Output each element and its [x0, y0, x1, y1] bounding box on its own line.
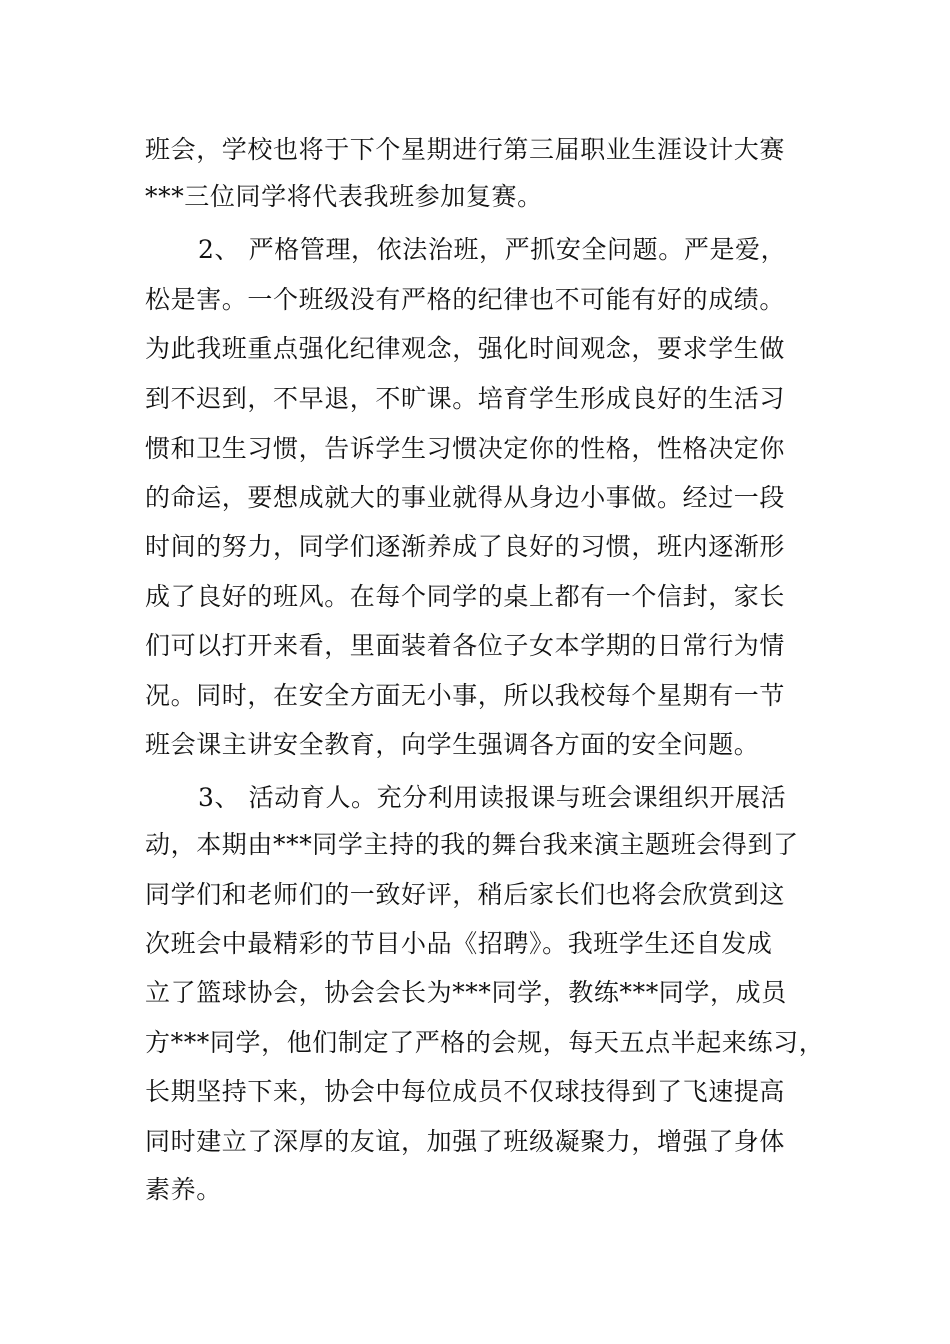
text-line-9: 时间的努力，同学们逐渐养成了良好的习惯，班内逐渐形	[145, 532, 786, 561]
text-line-22: 素养。	[145, 1175, 222, 1204]
text-line-18: 立了篮球协会，协会会长为***同学，教练***同学，成员	[145, 978, 787, 1007]
paragraph-3-heading-line: 3、 活动育人。充分利用读报课与班会课组织开展活	[198, 783, 787, 812]
text-line-2: ***三位同学将代表我班参加复赛。	[145, 182, 543, 211]
text-line-7: 惯和卫生习惯，告诉学生习惯决定你的性格，性格决定你	[145, 434, 786, 463]
text-line-19: 方***同学，他们制定了严格的会规，每天五点半起来练习，	[145, 1028, 825, 1057]
text-line-16: 同学们和老师们的一致好评，稍后家长们也将会欣赏到这	[145, 880, 786, 909]
text-line-15: 动，本期由***同学主持的我的舞台我来演主题班会得到了	[145, 830, 799, 859]
text-line-13: 班会课主讲安全教育，向学生强调各方面的安全问题。	[145, 730, 760, 759]
text-line-17: 次班会中最精彩的节目小品《招聘》。我班学生还自发成	[145, 929, 773, 958]
text-line-1: 班会，学校也将于下个星期进行第三届职业生涯设计大赛	[145, 135, 786, 164]
text-line-5: 为此我班重点强化纪律观念，强化时间观念，要求学生做	[145, 334, 786, 363]
text-line-6: 到不迟到，不早退，不旷课。培育学生形成良好的生活习	[145, 384, 786, 413]
text-line-8: 的命运，要想成就大的事业就得从身边小事做。经过一段	[145, 483, 786, 512]
text-line-12: 况。同时，在安全方面无小事，所以我校每个星期有一节	[145, 681, 786, 710]
text-line-21: 同时建立了深厚的友谊，加强了班级凝聚力，增强了身体	[145, 1127, 786, 1156]
paragraph-2-heading-line: 2、 严格管理，依法治班，严抓安全问题。严是爱，	[198, 235, 787, 264]
text-line-20: 长期坚持下来，协会中每位成员不仅球技得到了飞速提高	[145, 1077, 786, 1106]
text-line-10: 成了良好的班风。在每个同学的桌上都有一个信封，家长	[145, 582, 786, 611]
text-line-4: 松是害。一个班级没有严格的纪律也不可能有好的成绩。	[145, 285, 786, 314]
text-line-11: 们可以打开来看，里面装着各位子女本学期的日常行为情	[145, 631, 786, 660]
